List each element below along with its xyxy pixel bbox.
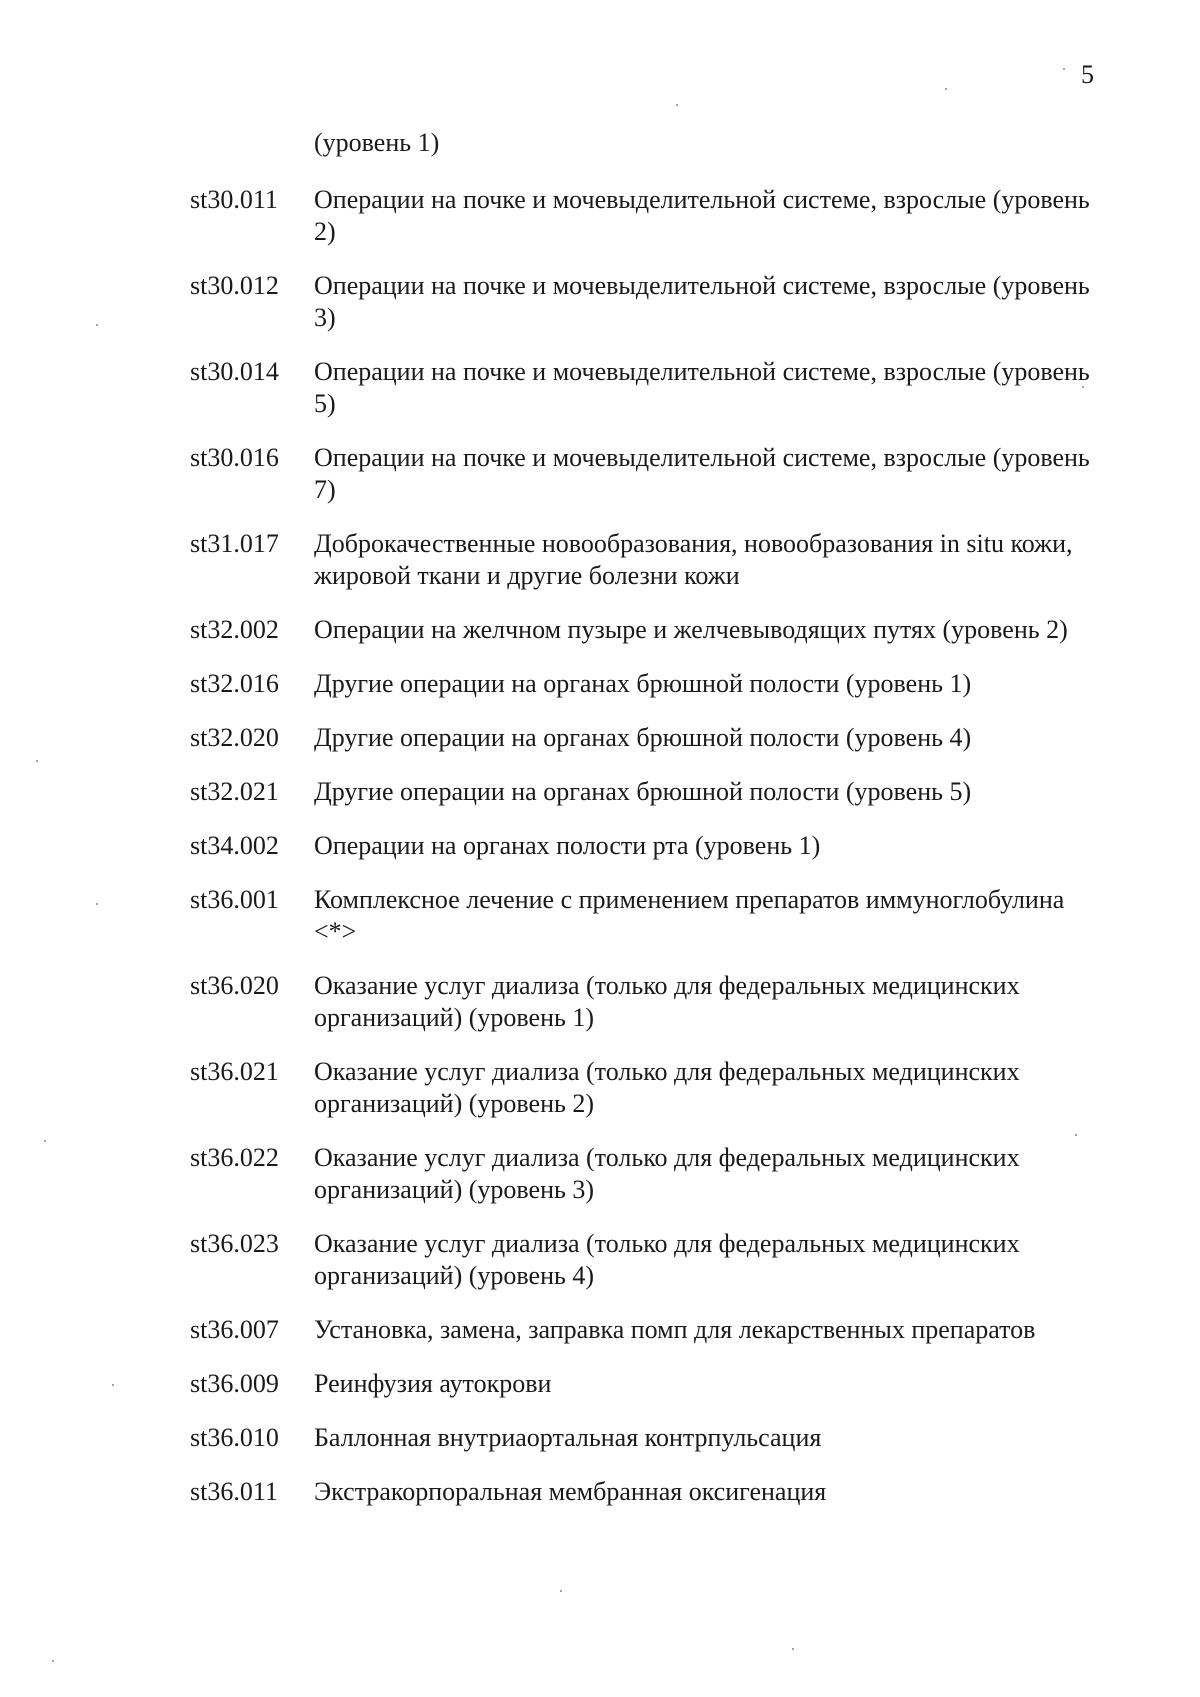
entry-list: [190, 184, 1110, 1530]
entry-code: st36.007: [190, 1315, 279, 1344]
list-item: [190, 614, 1110, 646]
scan-speck: [1063, 68, 1065, 70]
entry-description: Оказание услуг диализа (только для федеральных медицинских организаций) (уровень 4): [314, 1229, 1020, 1290]
list-item: [190, 270, 1110, 334]
scan-speck: [36, 760, 38, 762]
entry-code: st32.021: [190, 777, 279, 806]
entry-code: st32.016: [190, 669, 279, 698]
entry-code: st30.016: [190, 443, 279, 472]
scan-speck: [676, 104, 678, 106]
entry-code: st32.002: [190, 615, 279, 644]
entry-code: st36.021: [190, 1057, 279, 1086]
scan-speck: [1082, 386, 1084, 388]
entry-code: st36.009: [190, 1369, 279, 1398]
list-item: [190, 184, 1110, 248]
entry-description: Операции на почке и мочевыделительной системе, взрослые (уровень 3): [314, 271, 1090, 332]
scan-speck: [112, 1384, 114, 1386]
entry-code: st30.012: [190, 271, 279, 300]
entry-description: Оказание услуг диализа (только для федеральных медицинских организаций) (уровень 1): [314, 971, 1020, 1032]
list-item: [190, 1368, 1110, 1400]
list-item: [190, 1422, 1110, 1454]
entry-code: st36.020: [190, 971, 279, 1000]
entry-code: st34.002: [190, 831, 279, 860]
scan-speck: [96, 903, 98, 905]
entry-code: st31.017: [190, 529, 279, 558]
entry-description: Баллонная внутриаортальная контрпульсация: [314, 1423, 822, 1452]
list-item: [190, 528, 1110, 592]
list-item: [190, 442, 1110, 506]
entry-description: Другие операции на органах брюшной полости (уровень 1): [314, 669, 972, 698]
list-item: [190, 1228, 1110, 1292]
entry-code: st32.020: [190, 723, 279, 752]
list-item: [190, 1056, 1110, 1120]
entry-description: Другие операции на органах брюшной полости (уровень 4): [314, 723, 972, 752]
scan-speck: [44, 1140, 46, 1142]
page-number: 5: [1081, 60, 1094, 89]
list-item: [190, 1142, 1110, 1206]
list-item: [190, 722, 1110, 754]
entry-code: st36.023: [190, 1229, 279, 1258]
list-item: [190, 884, 1110, 948]
entry-description: Доброкачественные новообразования, новообразования in situ кожи, жировой ткани и другие болезни кожи: [314, 529, 1073, 590]
continuation-text: (уровень 1): [314, 128, 440, 157]
entry-description: Операции на почке и мочевыделительной системе, взрослые (уровень 7): [314, 443, 1090, 504]
entry-description: Оказание услуг диализа (только для федеральных медицинских организаций) (уровень 2): [314, 1057, 1020, 1118]
entry-description: Другие операции на органах брюшной полости (уровень 5): [314, 777, 972, 806]
entry-code: st36.010: [190, 1423, 279, 1452]
entry-code: st36.022: [190, 1143, 279, 1172]
entry-code: st36.011: [190, 1477, 278, 1506]
entry-description: Оказание услуг диализа (только для федеральных медицинских организаций) (уровень 3): [314, 1143, 1020, 1204]
list-item: [190, 776, 1110, 808]
entry-code: st30.011: [190, 185, 278, 214]
list-item: [190, 970, 1110, 1034]
entry-description: Операции на желчном пузыре и желчевыводящих путях (уровень 2): [314, 615, 1068, 644]
scan-speck: [96, 324, 98, 326]
entry-description: Реинфузия аутокрови: [314, 1369, 552, 1398]
list-item: [190, 1476, 1110, 1508]
scan-speck: [560, 1590, 562, 1592]
entry-code: st30.014: [190, 357, 279, 386]
list-item: [190, 668, 1110, 700]
scan-speck: [52, 1660, 54, 1662]
entry-description: Операции на почке и мочевыделительной системе, взрослые (уровень 2): [314, 185, 1090, 246]
list-item: [190, 830, 1110, 862]
entry-description: Операции на почке и мочевыделительной системе, взрослые (уровень 5): [314, 357, 1090, 418]
scan-speck: [1075, 1134, 1077, 1136]
entry-code: st36.001: [190, 885, 279, 914]
scan-speck: [945, 88, 947, 90]
entry-description: Комплексное лечение с применением препаратов иммуноглобулина <*>: [314, 885, 1065, 946]
scan-speck: [792, 1648, 794, 1650]
list-item: [190, 356, 1110, 420]
entry-description: Экстракорпоральная мембранная оксигенация: [314, 1477, 827, 1506]
list-item: [190, 1314, 1110, 1346]
entry-description: Операции на органах полости рта (уровень 1): [314, 831, 821, 860]
entry-description: Установка, замена, заправка помп для лекарственных препаратов: [314, 1315, 1036, 1344]
